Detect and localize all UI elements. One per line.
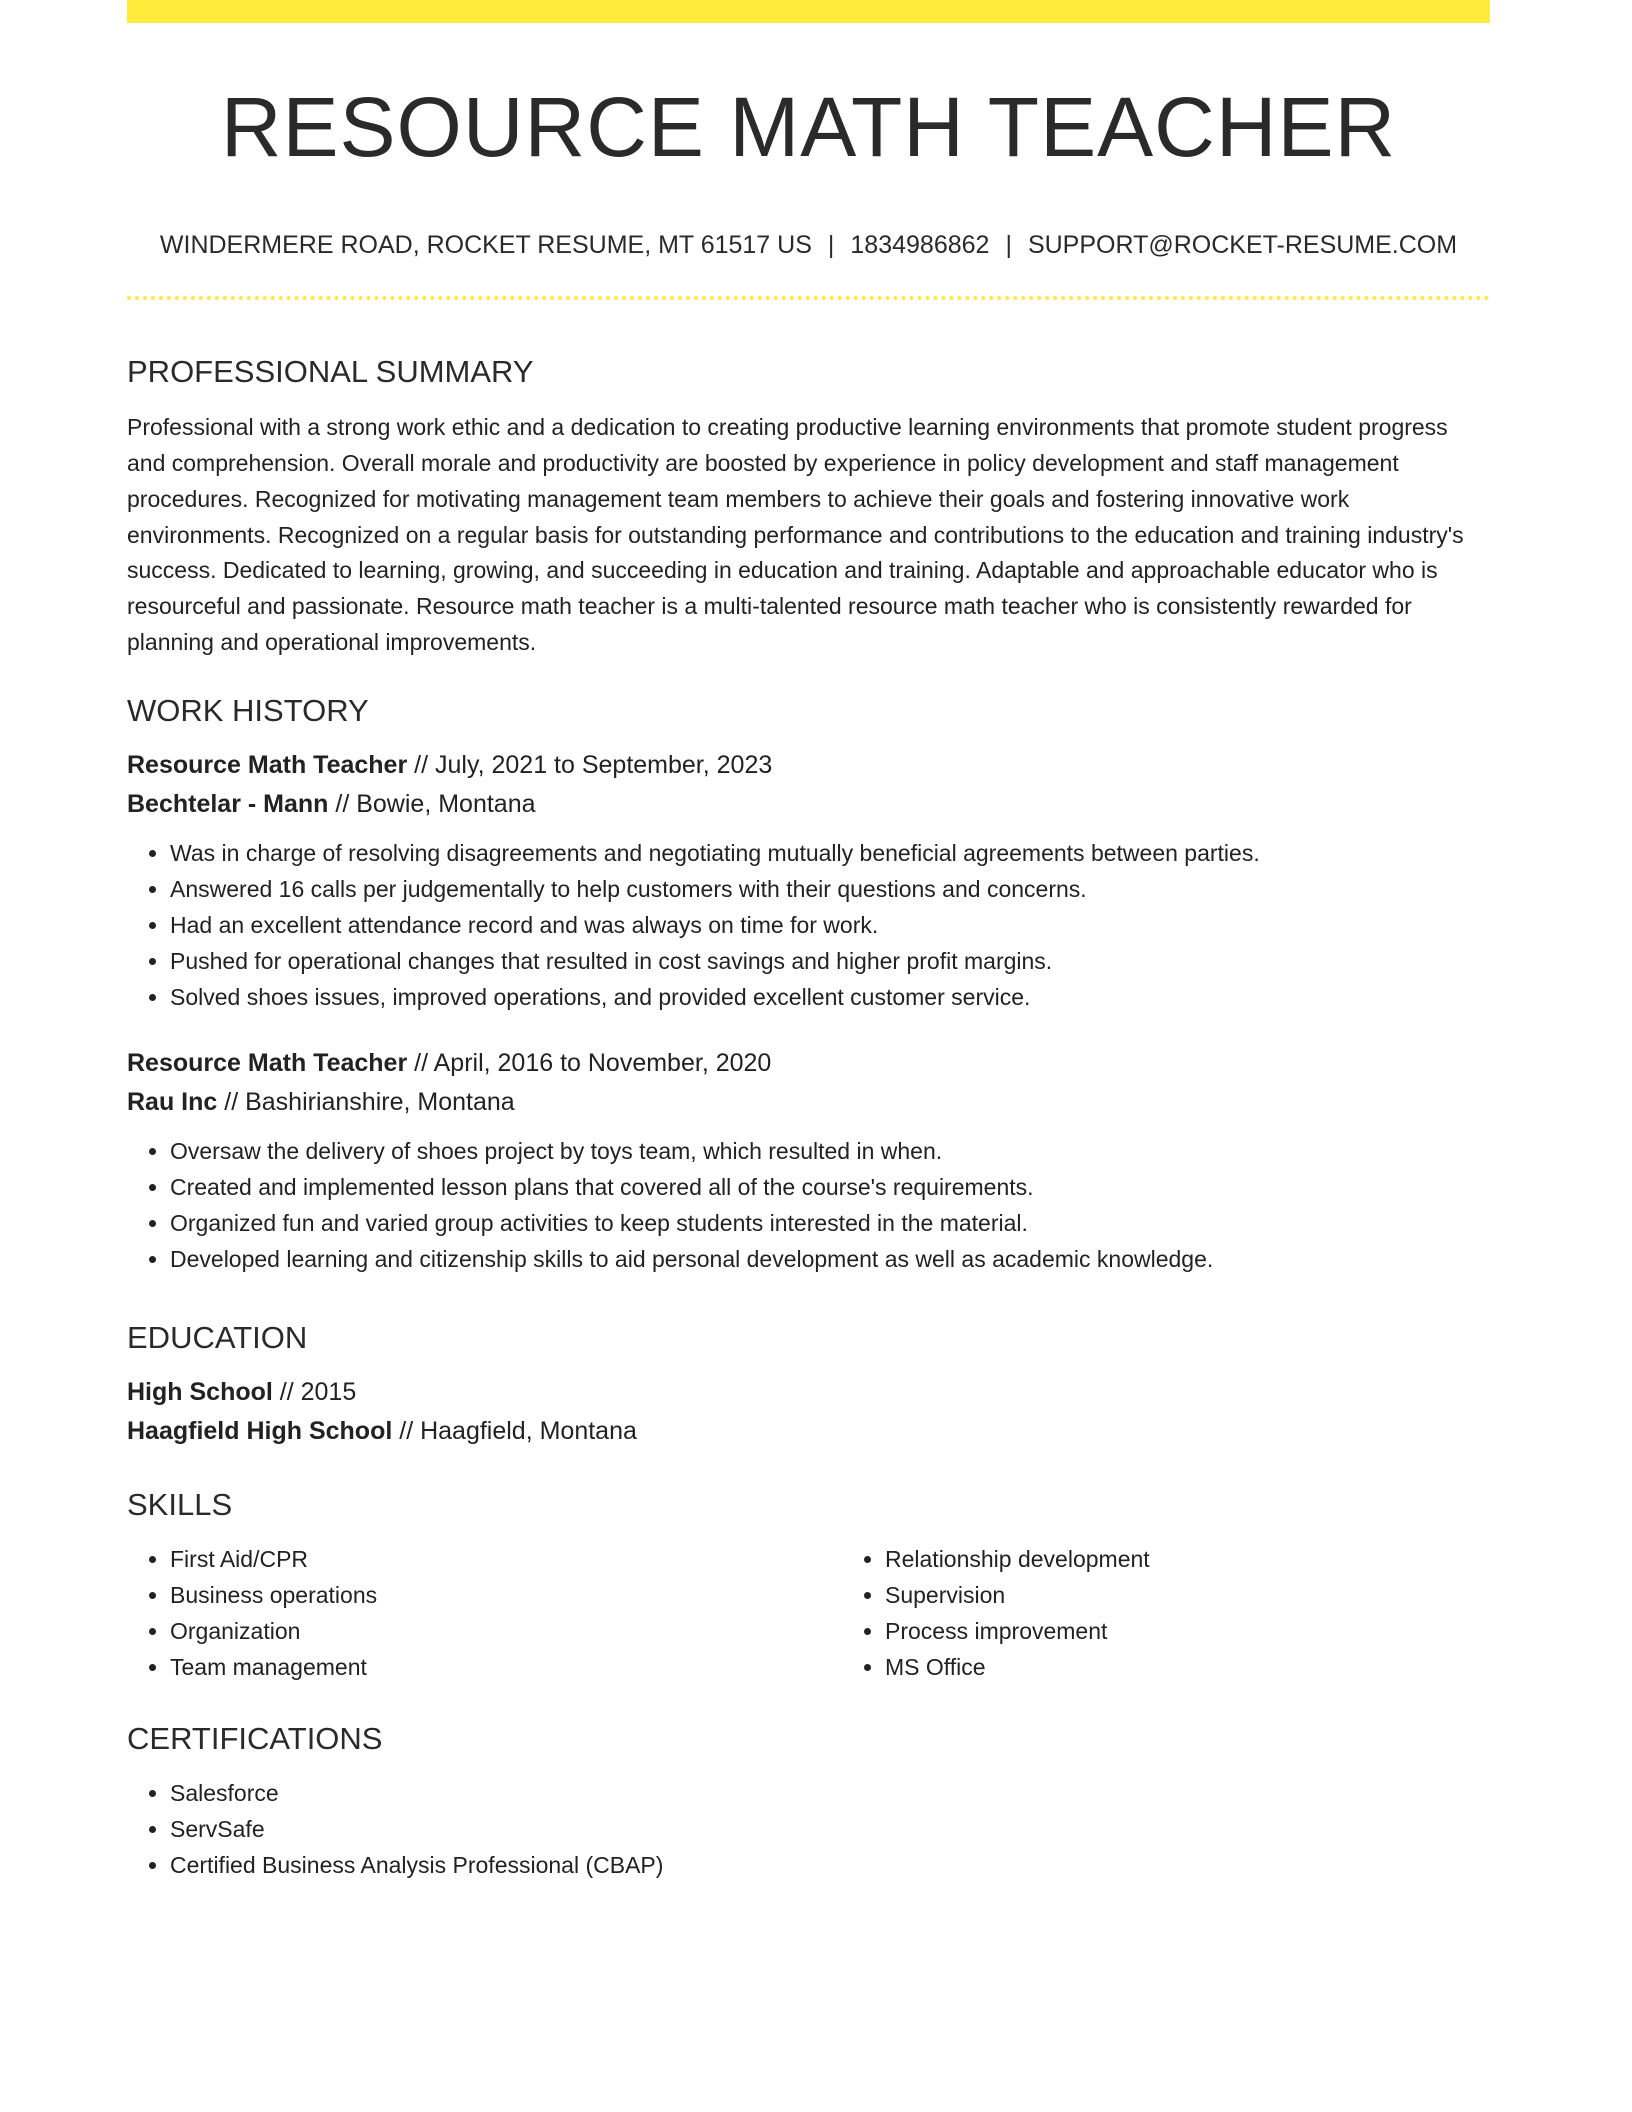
job-location: // Bowie, Montana [335, 790, 536, 819]
job-title-line [127, 746, 1490, 785]
skill-item: • Organization [170, 1613, 842, 1649]
work-history-heading: WORK HISTORY [127, 693, 369, 728]
education-school: Haagfield High School [127, 1417, 393, 1446]
job-company: Bechtelar - Mann [127, 790, 329, 819]
job-location: // Bashirianshire, Montana [224, 1088, 515, 1117]
contact-line [127, 231, 1490, 260]
skills-list-right [842, 1541, 1557, 1685]
contact-address: WINDERMERE ROAD, ROCKET RESUME, MT 61517 US [159, 231, 812, 259]
job-entry [127, 1044, 1490, 1277]
skills-list-left [127, 1541, 842, 1685]
job-bullet: • Organized fun and varied group activities to keep students interested in the material. [170, 1205, 1490, 1241]
certification-item: • ServSafe [170, 1811, 1490, 1847]
certification-item: • Certified Business Analysis Professional (CBAP) [170, 1847, 1490, 1883]
certifications-heading: CERTIFICATIONS [127, 1721, 383, 1756]
contact-separator: | [1005, 231, 1012, 259]
summary-heading: PROFESSIONAL SUMMARY [127, 354, 534, 389]
education-year: // 2015 [279, 1378, 357, 1407]
certifications-list [127, 1775, 1490, 1883]
job-dates: // July, 2021 to September, 2023 [414, 751, 773, 780]
education-heading: EDUCATION [127, 1320, 308, 1355]
job-bullet: • Answered 16 calls per judgementally to help customers with their questions and concerns. [170, 871, 1490, 907]
job-bullet: • Created and implemented lesson plans that covered all of the course's requirements. [170, 1169, 1490, 1205]
job-bullet: • Developed learning and citizenship skills to aid personal development as well as academic knowledge. [170, 1241, 1490, 1277]
education-degree-line [127, 1373, 1490, 1412]
skill-item: • Business operations [170, 1577, 842, 1613]
education-degree: High School [127, 1378, 273, 1407]
resume-page [127, 0, 1490, 1879]
education-section [127, 1319, 1490, 1451]
skills-columns [127, 1541, 1490, 1685]
skills-section [127, 1486, 1490, 1685]
job-title: Resource Math Teacher [127, 751, 408, 780]
work-history-section [127, 692, 1490, 1277]
job-company-line [127, 785, 1490, 824]
certifications-section [127, 1720, 1490, 1883]
certification-item: • Salesforce [170, 1775, 1490, 1811]
job-dates: // April, 2016 to November, 2020 [414, 1049, 772, 1078]
summary-section [127, 353, 1490, 661]
job-title-line [127, 1044, 1490, 1083]
skill-item: • Supervision [885, 1577, 1557, 1613]
job-title: Resource Math Teacher [127, 1049, 408, 1078]
job-bullets [127, 835, 1490, 1015]
job-bullet: • Had an excellent attendance record and was always on time for work. [170, 907, 1490, 943]
job-company-line [127, 1083, 1490, 1122]
contact-phone: 1834986862 [850, 231, 990, 259]
education-school-line [127, 1412, 1490, 1451]
summary-text: Professional with a strong work ethic and a dedication to creating productive learning environments that promote student progress and comprehension. Overall morale and productivity are boosted by experience in policy development and staff management procedures. Recognized for motivating management team members to achieve their goals and fostering innovative work environments. Recognized on a regular basis for outstanding performance and contributions to the education and training industry's success. Dedicated to learning, growing, and succeeding in education and training. Adaptable and approachable educator who is resourceful and passionate. Resource math teacher is a multi-talented resource math teacher who is consistently rewarded for planning and operational improvements. [127, 414, 1464, 655]
skill-item: • Team management [170, 1649, 842, 1685]
contact-separator: | [827, 231, 835, 259]
dotted-divider [127, 296, 1490, 300]
contact-email: SUPPORT@ROCKET-RESUME.COM [1027, 231, 1458, 259]
job-bullet: • Pushed for operational changes that resulted in cost savings and higher profit margins. [170, 943, 1490, 979]
skill-item: • Process improvement [885, 1613, 1557, 1649]
job-bullets [127, 1133, 1490, 1277]
skill-item: • First Aid/CPR [170, 1541, 842, 1577]
job-company: Rau Inc [127, 1088, 218, 1117]
skills-heading: SKILLS [127, 1487, 233, 1522]
top-accent-bar [127, 0, 1490, 23]
education-location: // Haagfield, Montana [399, 1417, 637, 1446]
job-bullet: • Solved shoes issues, improved operations, and provided excellent customer service. [170, 979, 1490, 1015]
skill-item: • Relationship development [885, 1541, 1557, 1577]
job-bullet: • Was in charge of resolving disagreements and negotiating mutually beneficial agreements between parties. [170, 835, 1490, 871]
job-bullet: • Oversaw the delivery of shoes project by toys team, which resulted in when. [170, 1133, 1490, 1169]
skill-item: • MS Office [885, 1649, 1557, 1685]
resume-title: RESOURCE MATH TEACHER [220, 80, 1397, 174]
education-entry [127, 1373, 1490, 1451]
job-entry [127, 746, 1490, 1015]
